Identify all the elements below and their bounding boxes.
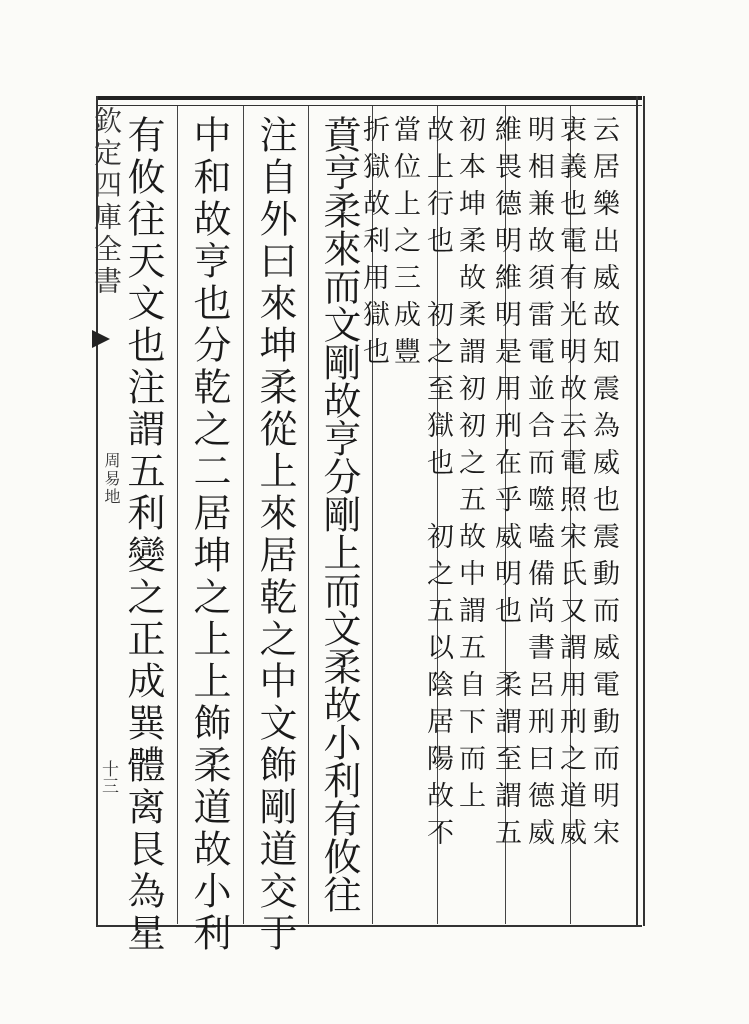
text-column-4: 維畏德明維明是用刑在乎威明也 柔謂至謂五	[490, 115, 521, 855]
main-text-column-2: 注自外曰來坤柔從上來居乾之中文飾剛道交于	[253, 115, 297, 955]
column-rule	[243, 106, 244, 924]
margin-page-number: 十三	[98, 760, 118, 794]
column-rule	[308, 106, 309, 924]
frame-right-border	[636, 96, 645, 926]
text-column-5: 初本坤柔故柔謂初初之五故中謂五自下而上	[454, 115, 485, 818]
frame-bottom-border	[96, 925, 642, 927]
text-column-8: 折獄故利用獄也	[358, 115, 389, 374]
margin-book-title: 欽定四庫全書	[90, 106, 123, 298]
text-column-1: 云居樂出威故知震為威也震動而威電動而明宋	[588, 115, 619, 855]
text-column-3: 明相兼故須雷電並合而噬嗑備尚書呂刑曰德威	[523, 115, 554, 855]
frame-top-border	[96, 96, 642, 106]
text-column-7: 當位上之三成豐	[389, 115, 420, 374]
main-text-column-3: 中和故亨也分乾之二居坤之上上飾柔道故小利	[187, 115, 231, 955]
margin-section-label: 周易地	[102, 452, 121, 506]
main-text-column-4: 有攸往天文也注謂五利變之正成巽體离艮為星	[121, 115, 165, 955]
text-column-6: 故上行也 初之至獄也 初之五以陰居陽故不	[422, 115, 453, 855]
column-rule	[177, 106, 178, 924]
text-column-2: 衷義也電有光明故云電照宋氏又謂用刑之道威	[555, 115, 586, 855]
main-text-column-1: 賁亨柔來而文剛故亨分剛上而文柔故小利有攸往	[317, 115, 361, 913]
